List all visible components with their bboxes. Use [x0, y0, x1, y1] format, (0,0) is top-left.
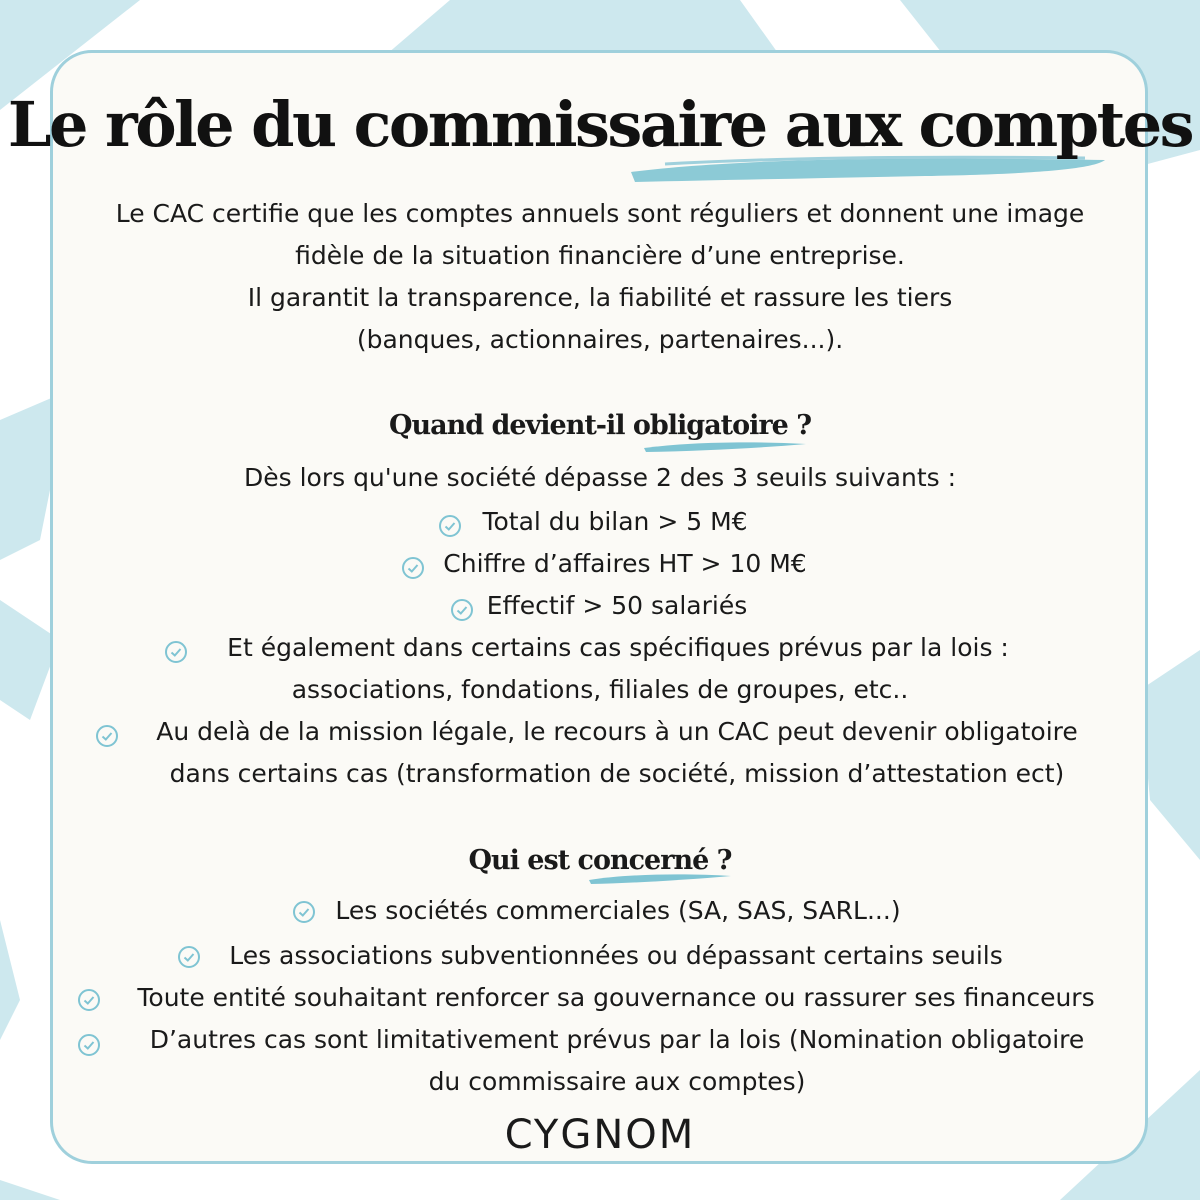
intro-line-2: fidèle de la situation financière d’une entreprise. [295, 241, 905, 270]
threshold-item-1: Total du bilan > 5 M€ [482, 507, 748, 536]
concerned-item-3: Toute entité souhaitant renforcer sa gouvernance ou rassurer ses financeurs [137, 983, 1095, 1012]
section-2-heading: Qui est concerné ? [468, 845, 732, 876]
legal-mission-line-2: dans certains cas (transformation de société, mission d’attestation ect) [169, 759, 1065, 788]
concerned-item-2: Les associations subventionnées ou dépassant certains seuils [229, 941, 1003, 970]
brand-logo [0, 1112, 1200, 1158]
concerned-item-4-line-1: D’autres cas sont limitativement prévus par la lois (Nomination obligatoire [149, 1025, 1085, 1054]
section-1-lead: Dès lors qu'une société dépasse 2 des 3 seuils suivants : [243, 463, 957, 492]
section-1-heading: Quand devient-il obligatoire ? [388, 410, 812, 441]
intro-line-3: Il garantit la transparence, la fiabilité et rassure les tiers [247, 283, 953, 312]
legal-mission-line-1: Au delà de la mission légale, le recours à un CAC peut devenir obligatoire [156, 717, 1078, 746]
threshold-item-2: Chiffre d’affaires HT > 10 M€ [443, 549, 807, 578]
concerned-item-4-line-2: du commissaire aux comptes) [428, 1067, 806, 1096]
brand-name: CYGNOM [504, 1112, 696, 1158]
concerned-item-1: Les sociétés commerciales (SA, SAS, SARL...) [335, 896, 901, 925]
page-title: Le rôle du commissaire aux comptes [7, 88, 1193, 161]
specific-cases-line-1: Et également dans certains cas spécifiques prévus par la lois : [227, 633, 1009, 662]
threshold-item-3: Effectif > 50 salariés [486, 591, 748, 620]
intro-line-1: Le CAC certifie que les comptes annuels sont réguliers et donnent une image [115, 199, 1085, 228]
intro-line-4: (banques, actionnaires, partenaires...). [356, 325, 844, 354]
specific-cases-line-2: associations, fondations, filiales de groupes, etc.. [291, 675, 909, 704]
